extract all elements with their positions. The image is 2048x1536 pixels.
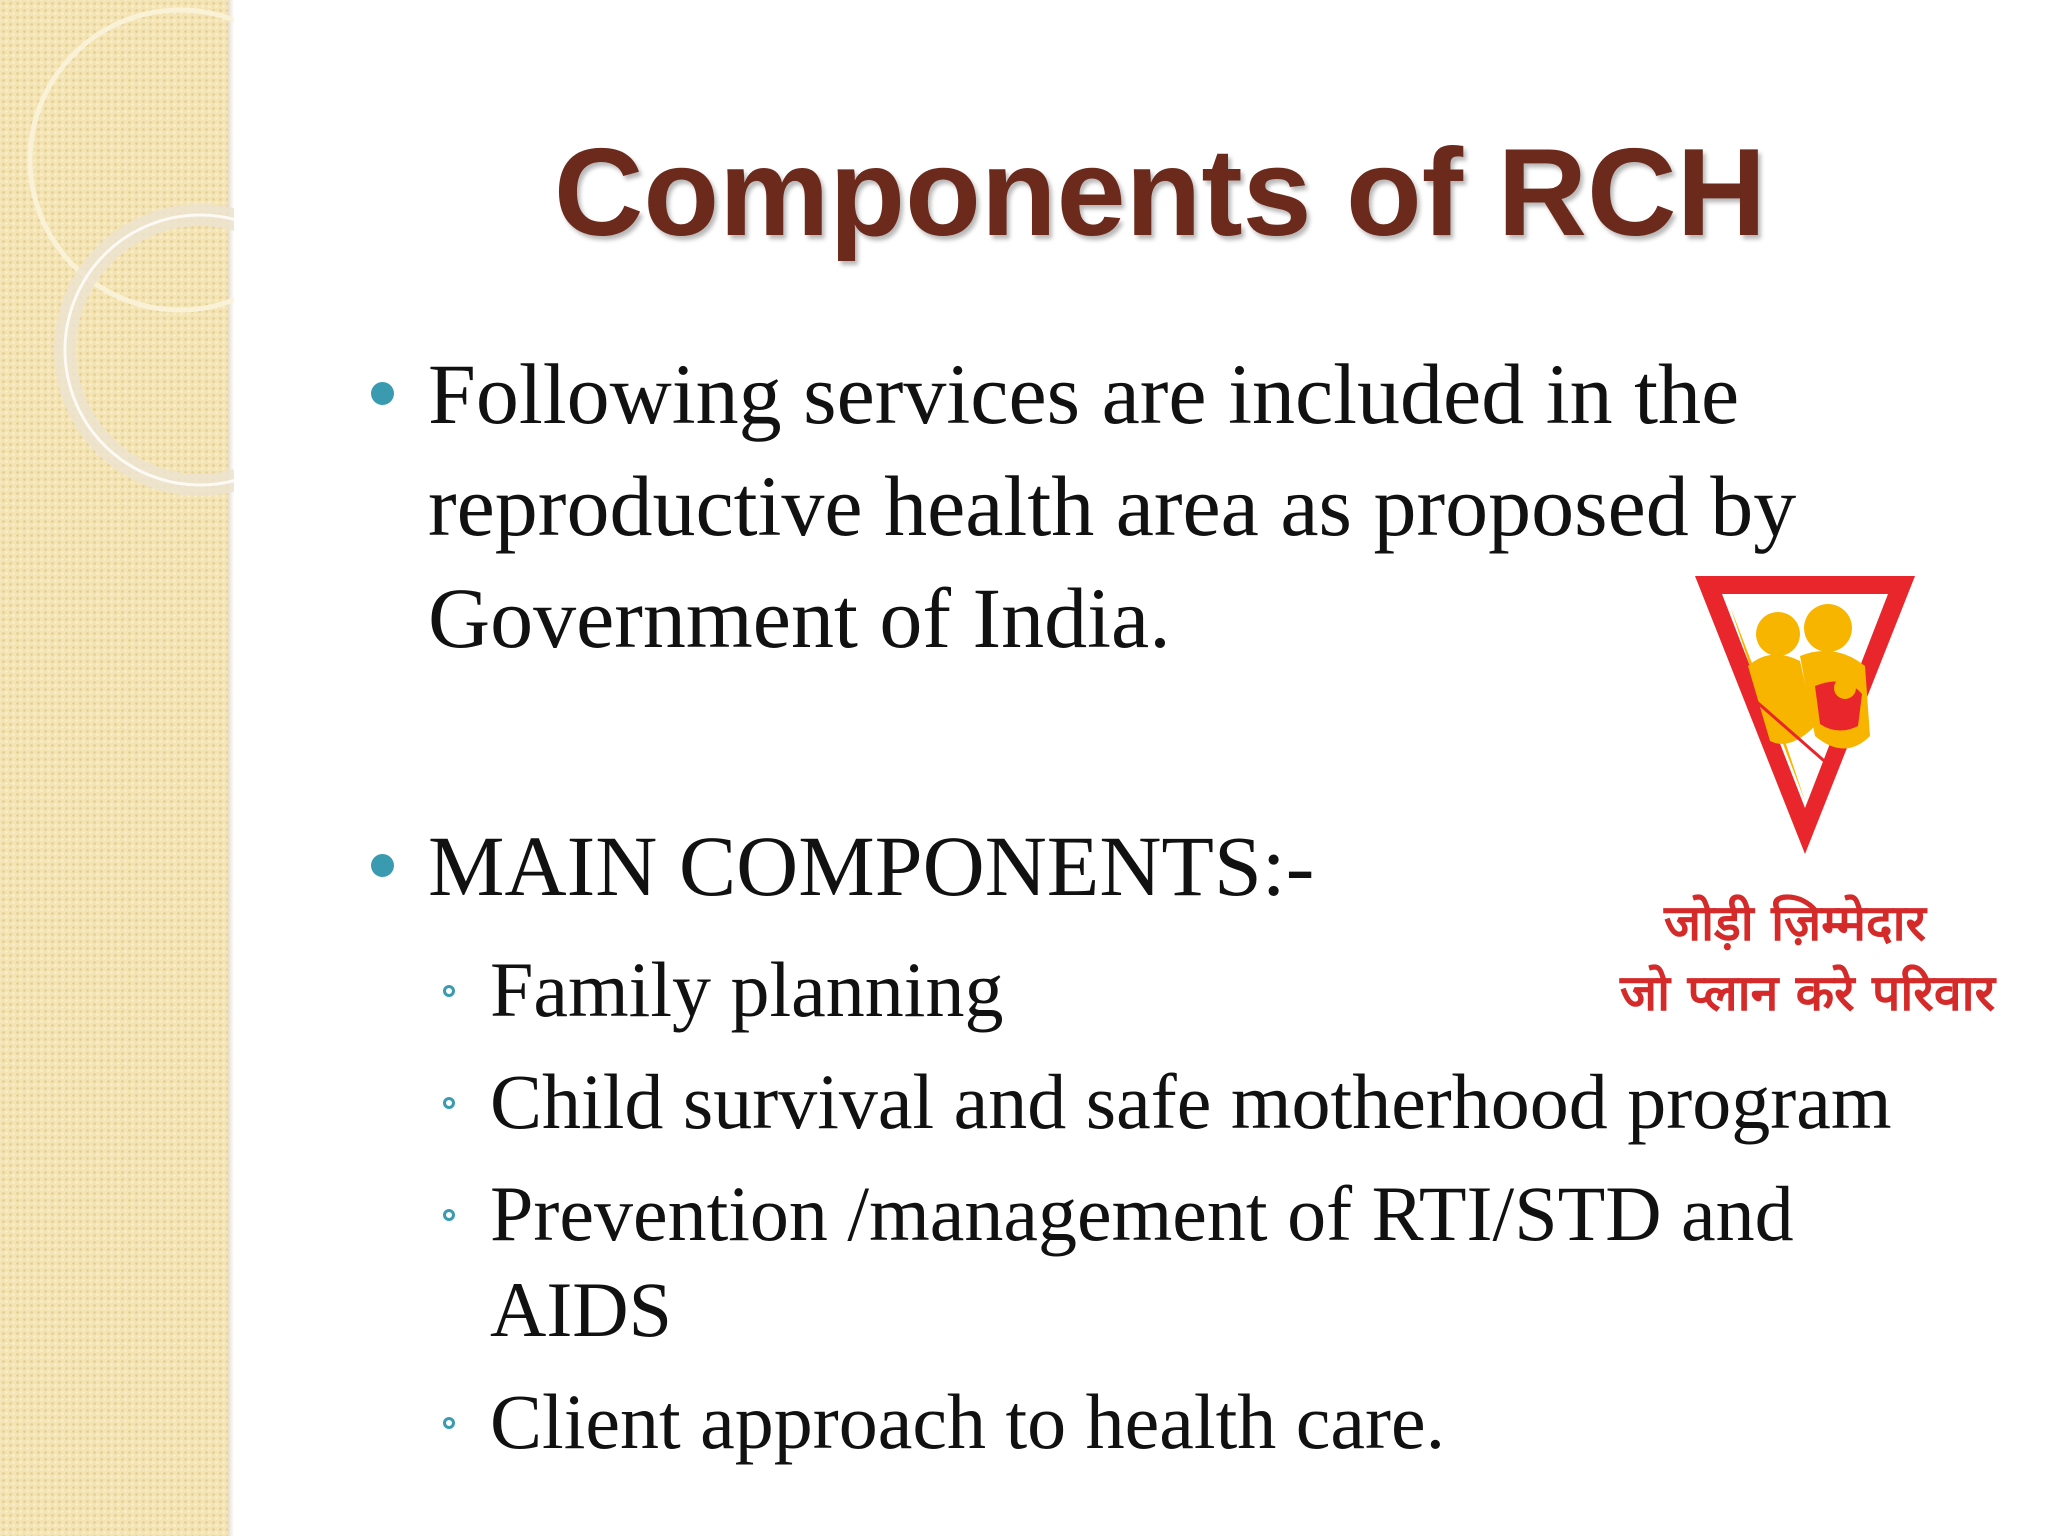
sub-bullet-item — [490, 1054, 1892, 1150]
bullet-text: Following services are included in the reproductive health area as proposed by Government of India. — [428, 346, 1797, 666]
sub-bullet-text: Family planning — [490, 946, 1004, 1033]
slogan-line: जो प्लान करे परिवार — [1620, 964, 1996, 1022]
sub-bullet-ring-icon — [443, 985, 455, 997]
logo-slogan — [1620, 888, 1996, 1028]
sub-bullet-item — [490, 1374, 1445, 1470]
family-triangle-logo-icon — [1630, 576, 1960, 876]
sub-bullet-ring-icon — [443, 1417, 455, 1429]
sub-bullet-ring-icon — [443, 1209, 455, 1221]
bullet-dot-icon — [371, 854, 394, 877]
bullet-text: MAIN COMPONENTS:- — [428, 818, 1315, 914]
slogan-line: जोड़ी ज़िम्मेदार — [1663, 894, 1926, 952]
bullet-item — [428, 810, 1628, 922]
sub-bullet-text: Client approach to health care. — [490, 1378, 1446, 1465]
slide-title: Components of RCH — [553, 124, 1767, 262]
sub-bullet-text: Child survival and safe motherhood program — [490, 1058, 1892, 1145]
bullet-dot-icon — [371, 382, 394, 405]
decorative-rings-icon — [0, 0, 234, 520]
sub-bullet-text: Prevention /management of RTI/STD and AIDS — [490, 1170, 1794, 1353]
sub-bullet-item — [490, 942, 1003, 1038]
sub-bullet-item — [490, 1166, 1910, 1358]
sub-bullet-ring-icon — [443, 1097, 455, 1109]
